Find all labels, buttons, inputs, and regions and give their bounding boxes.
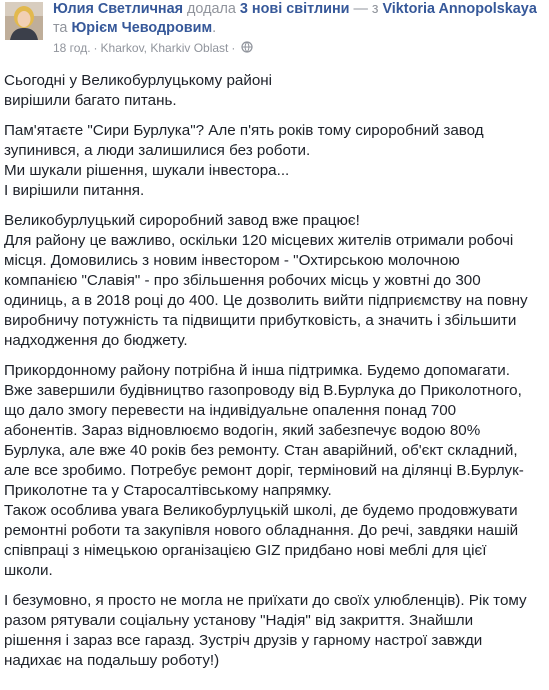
title-end: . bbox=[212, 20, 217, 36]
post-text-line: Вже завершили будівництво газопроводу від В.Бурлука до Приколотного, bbox=[4, 382, 522, 399]
post-text-line: І вирішили питання. bbox=[4, 182, 145, 199]
post-text-line: Також особлива увага Великобурлуцькій школі, де будемо продовжувати bbox=[4, 502, 518, 519]
meta-separator-2: · bbox=[231, 41, 236, 55]
post-text-line: Прикордонному району потрібна й інша підтримка. Будемо допомагати. bbox=[4, 362, 510, 379]
post-paragraph bbox=[4, 71, 545, 111]
post-text-line: Великобурлуцький сироробний завод вже працює! bbox=[4, 212, 360, 229]
post-text-line: зупинився, а люди залишилися без роботи. bbox=[4, 142, 311, 159]
and-text: та bbox=[53, 20, 72, 36]
post-text-line: одиниць, а в 2018 році до 400. Це дозволить вийти підприємству на повну bbox=[4, 292, 528, 309]
photos-link[interactable]: 3 нові світлини bbox=[239, 1, 350, 17]
timestamp-link[interactable]: 18 год. bbox=[53, 41, 91, 55]
action-text: додала bbox=[183, 1, 240, 17]
tagged-user-link-1[interactable]: Viktoria Annopolskaya bbox=[382, 1, 537, 17]
post-text-line: школи. bbox=[4, 562, 53, 579]
post-text-line: Приколотне та у Старосалтівському напрямку. bbox=[4, 482, 332, 499]
post-paragraph bbox=[4, 121, 545, 201]
post-paragraph bbox=[4, 591, 545, 671]
post-text-line: І безумовно, я просто не могла не приїхати до своїх улюбленців). Рік тому bbox=[4, 592, 527, 609]
post-text-line: виробничу потужність та підвищити прибутковість, а значить і збільшити bbox=[4, 312, 517, 329]
post-text-line: компанією "Славія" - про збільшення робочих місць у жовтні до 300 bbox=[4, 272, 481, 289]
with-text: — з bbox=[349, 1, 383, 17]
post-text-line: Пам'ятаєте "Сири Бурлука"? Але п'ять років тому сироробний завод bbox=[4, 122, 484, 139]
post-text-line: співпраці з німецькою організацією GIZ придбано нові меблі для цієї bbox=[4, 542, 487, 559]
post-text-line: Бурлука, але вже 40 років без ремонту. Стан аварійний, об'єкт складний, bbox=[4, 442, 518, 459]
post-title bbox=[53, 0, 545, 38]
post-meta bbox=[53, 40, 545, 57]
post-paragraph bbox=[4, 211, 545, 351]
post-paragraph bbox=[4, 361, 545, 581]
tagged-user-link-2[interactable]: Юрієм Чеводровим bbox=[71, 20, 213, 36]
post-header bbox=[0, 0, 549, 68]
avatar[interactable] bbox=[5, 2, 43, 40]
location-link[interactable]: Kharkov, Kharkiv Oblast bbox=[100, 41, 229, 55]
post-text-line: місця. Домовились з новим інвестором - "Охтирською молочною bbox=[4, 252, 460, 269]
post-text-line: ремонтні роботи та закупівля нового обладнання. До речі, завдяки нашій bbox=[4, 522, 519, 539]
post-text-line: Ми шукали рішення, шукали інвестора... bbox=[4, 162, 290, 179]
post-text-line: Сьогодні у Великобурлуцькому районі bbox=[4, 72, 273, 89]
globe-icon[interactable] bbox=[241, 41, 253, 57]
post-text-line: надихає на подальшу роботу!) bbox=[4, 652, 220, 669]
post-header-text bbox=[53, 0, 545, 57]
post-text-line: рішення і зараз все гаразд. Зустріч друзів у гарному настрої завжди bbox=[4, 632, 483, 649]
post-body bbox=[4, 71, 545, 681]
meta-separator: · bbox=[93, 41, 98, 55]
post-text-line: абонентів. Зараз відновлюємо водогін, який забезпечує водою 80% bbox=[4, 422, 481, 439]
post-text-line: що дало змогу перевести на індивідуальне опалення понад 700 bbox=[4, 402, 457, 419]
post-text-line: Для району це важливо, оскільки 120 місцевих жителів отримали робочі bbox=[4, 232, 514, 249]
post-text-line: разом рятували соціальну установу "Надія" від закриття. Знайшли bbox=[4, 612, 474, 629]
post-text-line: надходження до бюджету. bbox=[4, 332, 188, 349]
avatar-image bbox=[5, 2, 43, 40]
author-link[interactable]: Юлия Светличная bbox=[53, 1, 184, 17]
post-text-line: вирішили багато питань. bbox=[4, 92, 177, 109]
post-text-line: але все зробимо. Потребує ремонт доріг, терміновий на ділянці В.Бурлук- bbox=[4, 462, 524, 479]
